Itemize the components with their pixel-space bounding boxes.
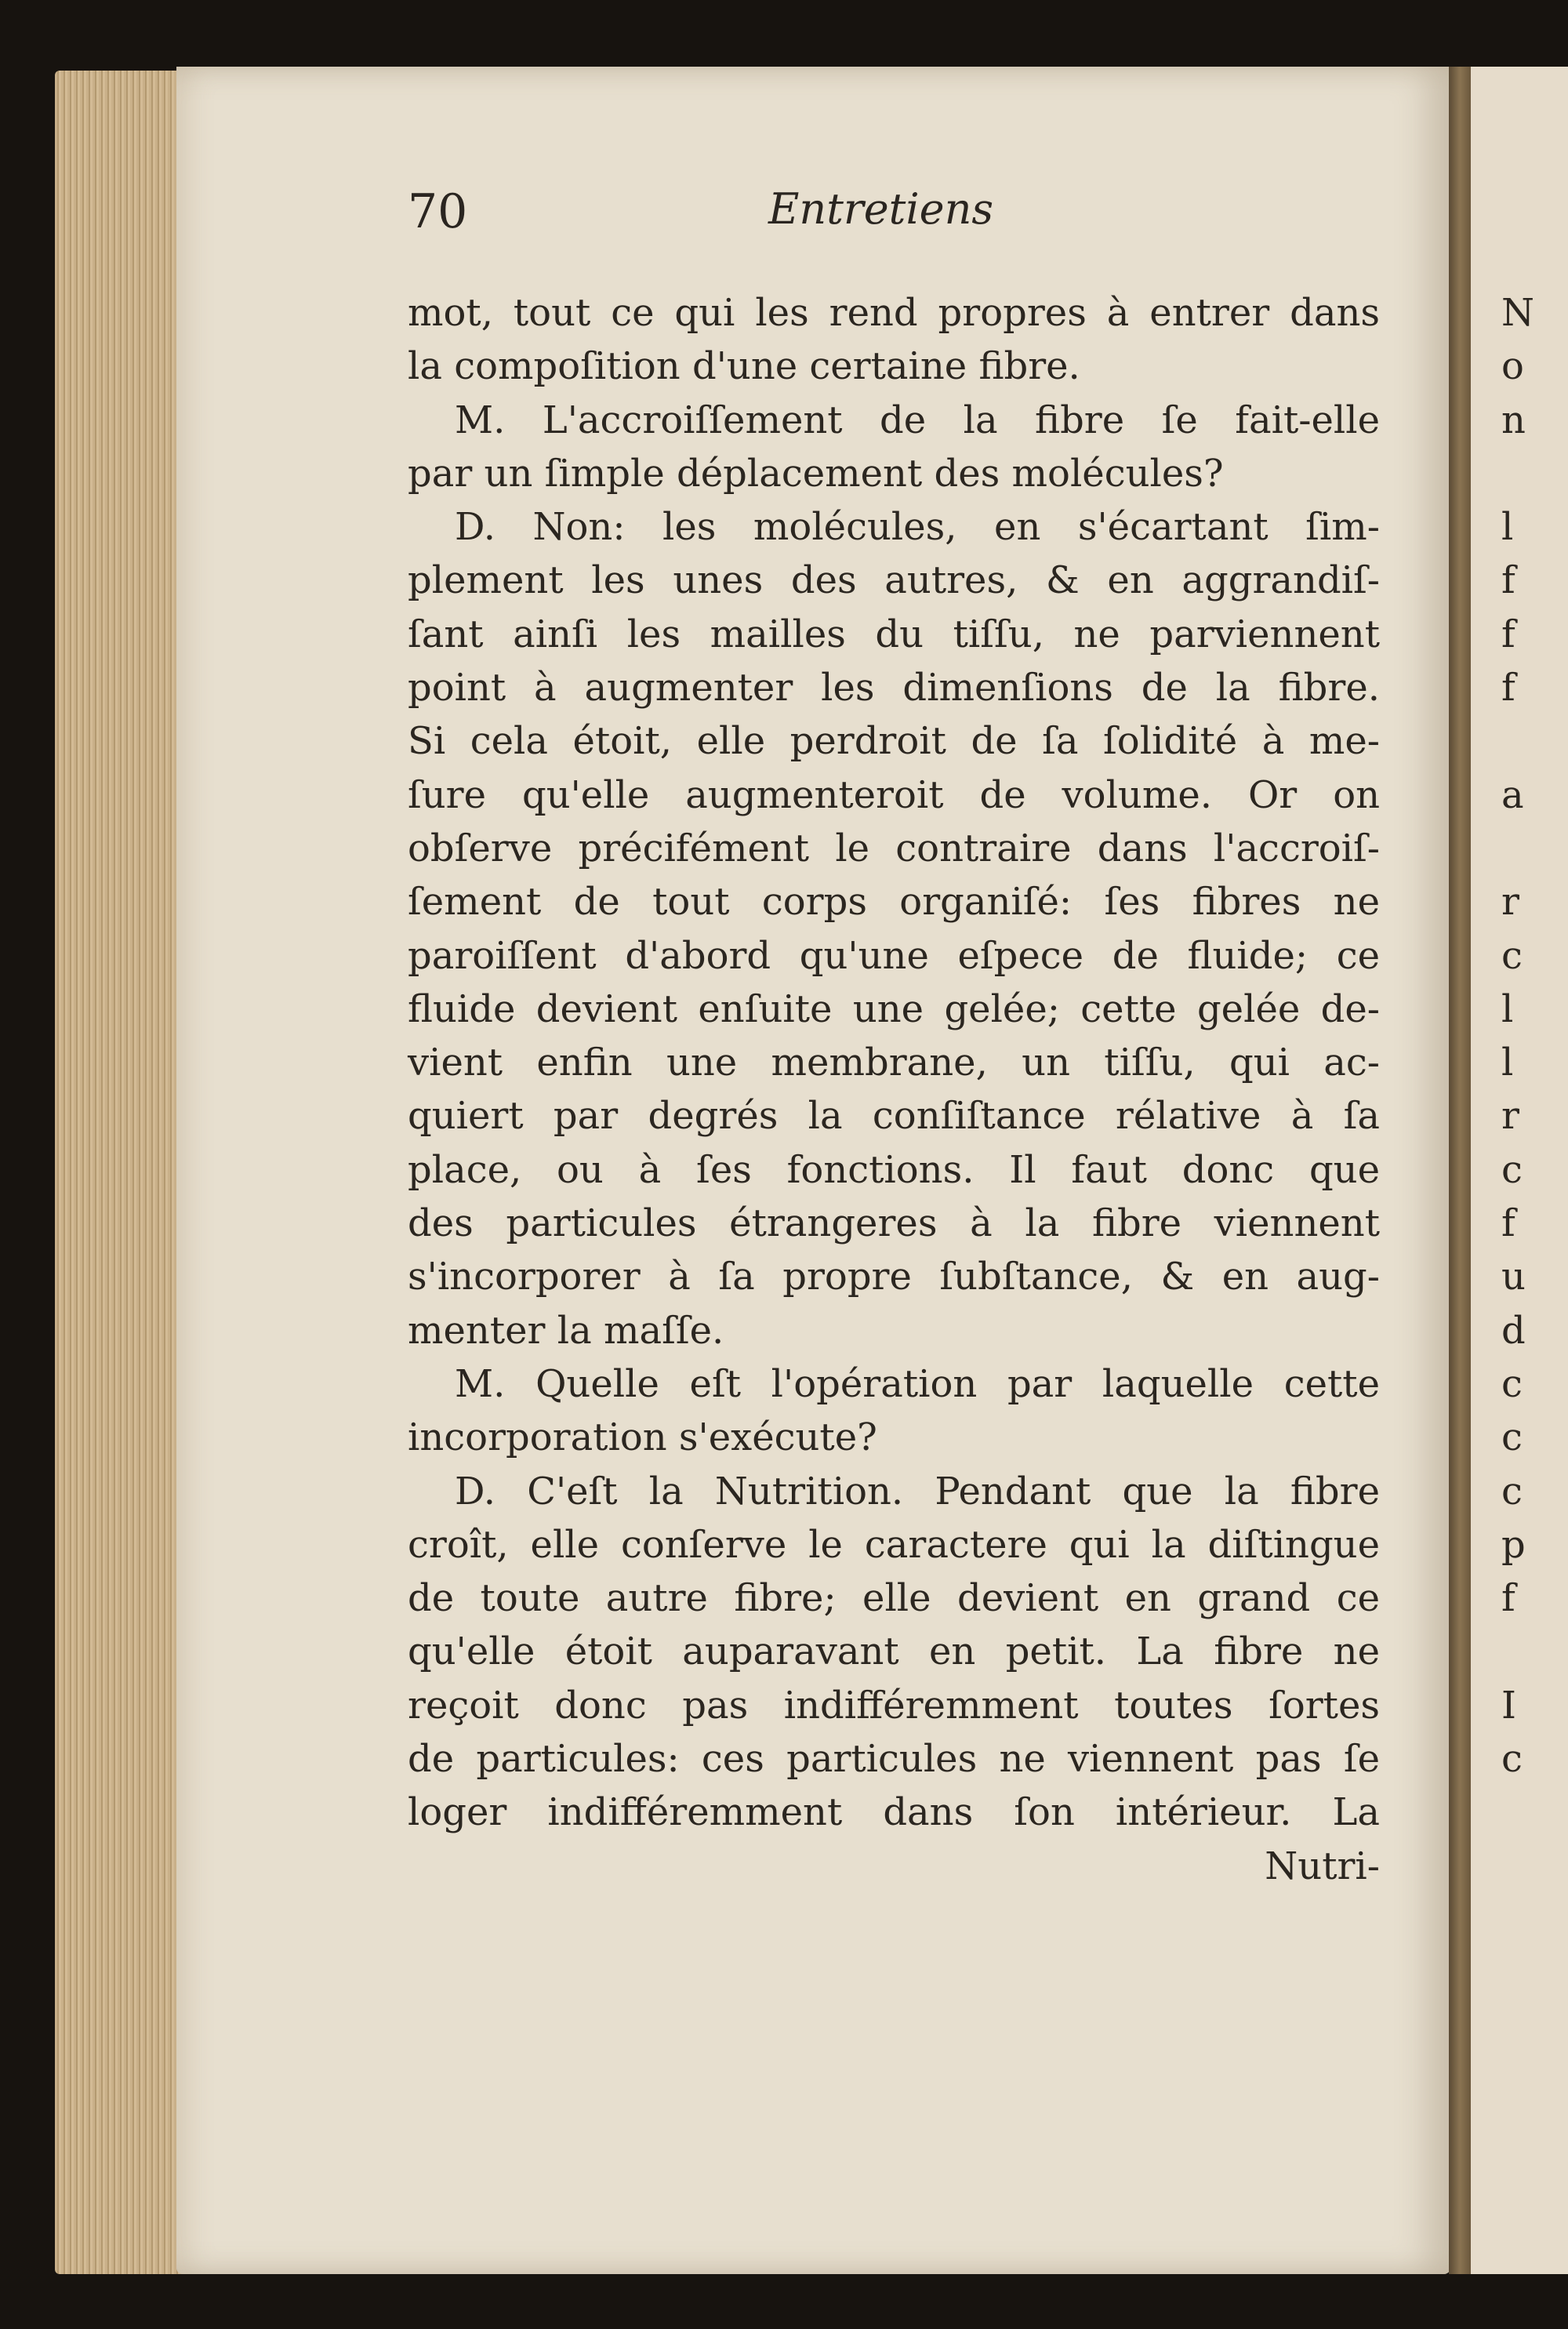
- facing-page-fragment: d: [1501, 1308, 1526, 1353]
- facing-page-fragment: r: [1501, 1094, 1519, 1139]
- facing-page-fragment: [1501, 714, 1534, 768]
- facing-page-fragment: I: [1501, 1683, 1516, 1728]
- facing-page-fragment: f: [1501, 666, 1515, 710]
- text-line: loger indifféremment dans ſon intérieur. La: [408, 1790, 1380, 1835]
- book-gutter: [1449, 67, 1471, 2274]
- facing-page-fragment: u: [1501, 1255, 1526, 1299]
- text-line: s'incorporer à ſa propre ſubſtance, & en aug-: [408, 1255, 1380, 1299]
- text-line: place, ou à ſes fonctions. Il faut donc que: [408, 1147, 1380, 1192]
- text-line: de particules: ces particules ne viennent pas ſe: [408, 1737, 1380, 1782]
- page-number: 70: [408, 184, 468, 239]
- text-line: ſure qu'elle augmenteroit de volume. Or on: [408, 772, 1380, 817]
- facing-page-fragment: f: [1501, 558, 1515, 603]
- text-line: la compoſition d'une certaine fibre.: [408, 344, 1080, 389]
- text-line: fluide devient enſuite une gelée; cette gelée de-: [408, 986, 1380, 1031]
- text-line: Si cela étoit, elle perdroit de ſa ſolidité à me-: [408, 719, 1380, 764]
- facing-page-fragment: [1501, 1625, 1534, 1678]
- text-line: point à augmenter les dimenſions de la fibre.: [408, 666, 1380, 710]
- page-edges: [55, 71, 188, 2274]
- facing-page-fragment: l: [1501, 1041, 1514, 1085]
- body-text: [408, 286, 1380, 1893]
- facing-page-fragment: c: [1501, 933, 1523, 978]
- facing-page-fragments: [1501, 286, 1534, 1786]
- facing-page-fragment: f: [1501, 1576, 1515, 1621]
- facing-page-fragment: c: [1501, 1469, 1523, 1513]
- facing-page-fragment: f: [1501, 1201, 1515, 1246]
- text-line: qu'elle étoit auparavant en petit. La fibre ne: [408, 1630, 1380, 1674]
- facing-page-fragment: N: [1501, 291, 1534, 335]
- facing-page-fragment: c: [1501, 1415, 1523, 1460]
- facing-page-fragment: c: [1501, 1737, 1523, 1782]
- facing-page-fragment: c: [1501, 1147, 1523, 1192]
- text-line: des particules étrangeres à la fibre viennent: [408, 1201, 1380, 1246]
- facing-page-fragment: p: [1501, 1522, 1526, 1567]
- facing-page-fragment: [1501, 822, 1534, 875]
- text-line: plement les unes des autres, & en aggrandiſ-: [408, 558, 1380, 603]
- text-line: paroiſſent d'abord qu'une eſpece de fluide; ce: [408, 933, 1380, 978]
- facing-page-fragment: l: [1501, 986, 1514, 1031]
- facing-page-fragment: n: [1501, 398, 1526, 442]
- facing-page-fragment: f: [1501, 612, 1515, 656]
- text-line: croît, elle conſerve le caractere qui la diſtingue: [408, 1522, 1380, 1567]
- text-line: reçoit donc pas indifféremment toutes ſortes: [408, 1683, 1380, 1728]
- text-line: ſement de tout corps organiſé: ſes fibres ne: [408, 880, 1380, 925]
- text-line: quiert par degrés la conſiſtance rélative à ſa: [408, 1094, 1380, 1139]
- facing-page-fragment: r: [1501, 880, 1519, 925]
- page-header: [408, 184, 1380, 247]
- text-line: mot, tout ce qui les rend propres à entrer dans: [408, 291, 1380, 335]
- text-line: vient enfin une membrane, un tiſſu, qui ac-: [408, 1041, 1380, 1085]
- facing-page-fragment: c: [1501, 1361, 1523, 1406]
- text-line: ſant ainſi les mailles du tiſſu, ne parviennent: [408, 612, 1380, 656]
- text-line: M. L'accroiſſement de la fibre ſe fait-elle: [455, 398, 1380, 442]
- text-line: par un ſimple déplacement des molécules?: [408, 451, 1224, 496]
- facing-page-fragment: o: [1501, 344, 1524, 389]
- text-line: incorporation s'exécute?: [408, 1415, 877, 1460]
- text-line: de toute autre fibre; elle devient en grand ce: [408, 1576, 1380, 1621]
- text-line: M. Quelle eſt l'opération par laquelle cette: [455, 1361, 1380, 1406]
- facing-page-fragment: [1501, 447, 1534, 500]
- text-line: D. Non: les molécules, en s'écartant ſim-: [455, 505, 1380, 550]
- text-line: D. C'eſt la Nutrition. Pendant que la fibre: [455, 1469, 1380, 1513]
- text-line: obſerve précifément le contraire dans l'accroiſ-: [408, 826, 1380, 870]
- text-line: menter la maſſe.: [408, 1308, 724, 1353]
- facing-page-fragment: l: [1501, 505, 1514, 550]
- text-line: Nutri-: [1265, 1844, 1380, 1888]
- running-title: Entretiens: [768, 184, 994, 234]
- facing-page-fragment: a: [1501, 772, 1524, 817]
